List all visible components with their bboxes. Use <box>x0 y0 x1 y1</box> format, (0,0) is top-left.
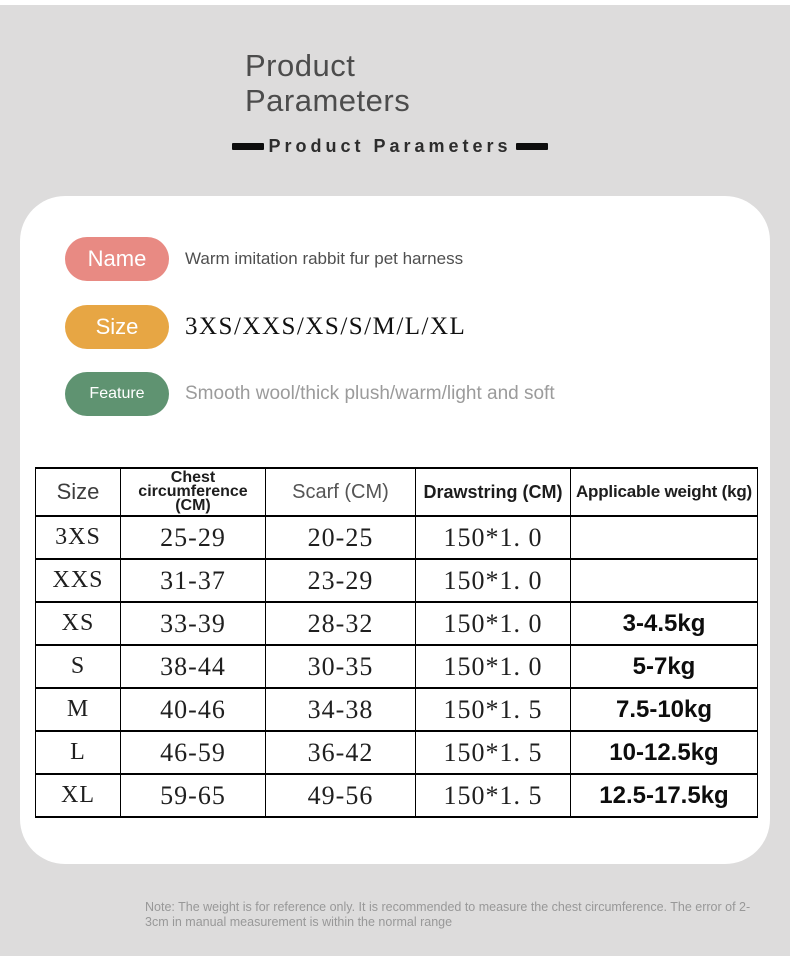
table-row <box>36 645 758 688</box>
cell-weight <box>571 559 758 602</box>
header-drawstring: Drawstring (CM) <box>416 468 571 516</box>
cell-chest: 33-39 <box>121 602 266 645</box>
table-row <box>36 688 758 731</box>
cell-weight: 3-4.5kg <box>571 602 758 645</box>
heading-dash-left-icon <box>232 143 264 150</box>
cell-scarf: 49-56 <box>266 774 416 817</box>
param-row-name <box>65 196 770 281</box>
param-row-size <box>65 305 770 349</box>
table-row <box>36 559 758 602</box>
cell-weight: 12.5-17.5kg <box>571 774 758 817</box>
cell-chest: 40-46 <box>121 688 266 731</box>
page-title-line2: Parameters <box>245 83 411 118</box>
page-title-line1: Product <box>245 48 356 83</box>
cell-size: M <box>36 688 121 731</box>
section-heading <box>0 136 785 157</box>
cell-chest: 59-65 <box>121 774 266 817</box>
cell-size: XXS <box>36 559 121 602</box>
cell-weight: 10-12.5kg <box>571 731 758 774</box>
table-row <box>36 602 758 645</box>
cell-scarf: 36-42 <box>266 731 416 774</box>
cell-scarf: 20-25 <box>266 516 416 559</box>
cell-chest: 38-44 <box>121 645 266 688</box>
cell-chest: 46-59 <box>121 731 266 774</box>
header-applicable-weight: Applicable weight (kg) <box>571 468 758 516</box>
cell-drawstring: 150*1. 0 <box>416 602 571 645</box>
size-value: 3XS/XXS/XS/S/M/L/XL <box>185 313 467 340</box>
cell-size: 3XS <box>36 516 121 559</box>
name-value: Warm imitation rabbit fur pet harness <box>185 249 464 268</box>
page-title <box>245 48 410 118</box>
table-header-row <box>36 468 758 516</box>
table-row <box>36 516 758 559</box>
feature-pill-label: Feature <box>89 385 145 402</box>
name-pill-label: Name <box>87 246 147 271</box>
cell-size: XS <box>36 602 121 645</box>
parameters-card <box>20 196 770 864</box>
cell-drawstring: 150*1. 0 <box>416 516 571 559</box>
cell-drawstring: 150*1. 0 <box>416 559 571 602</box>
cell-weight <box>571 516 758 559</box>
section-heading-label: Product Parameters <box>268 136 512 156</box>
name-pill <box>65 237 169 281</box>
cell-drawstring: 150*1. 0 <box>416 645 571 688</box>
cell-weight: 7.5-10kg <box>571 688 758 731</box>
size-pill <box>65 305 169 349</box>
feature-pill <box>65 372 169 416</box>
cell-scarf: 28-32 <box>266 602 416 645</box>
header-size: Size <box>36 468 121 516</box>
cell-size: XL <box>36 774 121 817</box>
table-row <box>36 774 758 817</box>
cell-drawstring: 150*1. 5 <box>416 731 571 774</box>
cell-drawstring: 150*1. 5 <box>416 688 571 731</box>
cell-drawstring: 150*1. 5 <box>416 774 571 817</box>
header-chest-circumference: Chest circumference (CM) <box>121 468 266 516</box>
cell-scarf: 23-29 <box>266 559 416 602</box>
cell-chest: 31-37 <box>121 559 266 602</box>
cell-scarf: 34-38 <box>266 688 416 731</box>
table-row <box>36 731 758 774</box>
size-pill-label: Size <box>95 314 139 339</box>
reference-note: Note: The weight is for reference only. It is recommended to measure the chest circumference. The error of 2-3cm in manual measurement is within the normal range <box>145 900 751 929</box>
header-scarf: Scarf (CM) <box>266 468 416 516</box>
cell-size: L <box>36 731 121 774</box>
cell-size: S <box>36 645 121 688</box>
param-row-feature <box>65 372 770 416</box>
feature-value: Smooth wool/thick plush/warm/light and soft <box>185 383 555 404</box>
size-spec-table <box>35 467 758 818</box>
cell-chest: 25-29 <box>121 516 266 559</box>
heading-dash-right-icon <box>516 143 548 150</box>
cell-weight: 5-7kg <box>571 645 758 688</box>
cell-scarf: 30-35 <box>266 645 416 688</box>
